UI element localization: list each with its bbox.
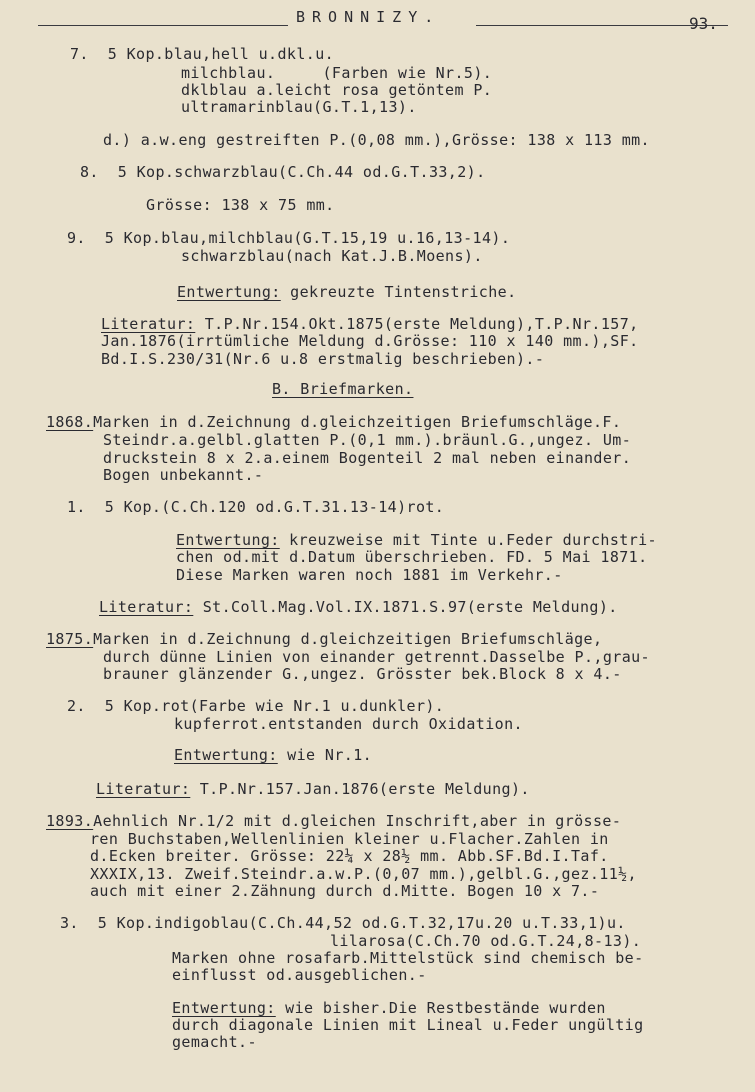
cancellation-text: kreuzweise mit Tinte u.Feder durchstri-	[279, 531, 657, 549]
literature-label: Literatur:	[99, 598, 194, 616]
literature-line: Jan.1876(irrtümliche Meldung d.Grösse: 110 x 140 mm.),SF.	[101, 332, 639, 350]
header-rule-left	[38, 25, 288, 26]
issue-year: 1875.	[46, 630, 94, 648]
cancellation-label: Entwertung:	[177, 283, 281, 301]
issue-year: 1893.	[46, 812, 94, 830]
item-9-line: 9. 5 Kop.blau,milchblau(G.T.15,19 u.16,13-14).	[67, 229, 511, 247]
cancellation-text: wie bisher.Die Restbestände wurden	[275, 999, 606, 1017]
cancellation-line	[176, 531, 657, 549]
issue-1893-line: XXXIX,13. Zweif.Steindr.a.w.P.(0,07 mm.),gelbl.G.,gez.11½,	[90, 865, 637, 883]
stamp-3-line: Marken ohne rosafarb.Mittelstück sind chemisch be-	[172, 949, 644, 967]
cancellation-line: chen od.mit d.Datum überschrieben. FD. 5 Mai 1871.	[176, 548, 648, 566]
literature-line	[99, 598, 618, 616]
stamp-3-line: einflusst od.ausgeblichen.-	[172, 966, 427, 984]
literature-label: Literatur:	[101, 315, 196, 333]
stamp-3-line: 3. 5 Kop.indigoblau(C.Ch.44,52 od.G.T.32,17u.20 u.T.33,1)u.	[60, 914, 626, 932]
cancellation-line	[172, 999, 606, 1017]
issue-1893-line: d.Ecken breiter. Grösse: 22¼ x 28½ mm. Abb.SF.Bd.I.Taf.	[90, 847, 609, 865]
issue-1868-line	[46, 413, 621, 431]
item-d-line: d.) a.w.eng gestreiften P.(0,08 mm.),Grösse: 138 x 113 mm.	[103, 131, 650, 149]
cancellation-text: wie Nr.1.	[277, 746, 373, 764]
literature-line	[96, 780, 530, 798]
issue-1893-line: ren Buchstaben,Wellenlinien kleiner u.Flacher.Zahlen in	[90, 830, 609, 848]
literature-text: St.Coll.Mag.Vol.IX.1871.S.97(erste Meldung).	[193, 598, 618, 616]
issue-year: 1868.	[46, 413, 94, 431]
cancellation-label: Entwertung:	[176, 531, 280, 549]
page-number: 93.	[689, 14, 718, 33]
issue-1875-line: brauner glänzender G.,ungez. Grösster bek.Block 8 x 4.-	[103, 665, 622, 683]
cancellation-line: durch diagonale Linien mit Lineal u.Feder ungültig	[172, 1016, 644, 1034]
cancellation-line: gemacht.-	[172, 1033, 257, 1051]
item-8-line: 8. 5 Kop.schwarzblau(C.Ch.44 od.G.T.33,2).	[80, 163, 486, 181]
issue-text: Marken in d.Zeichnung d.gleichzeitigen Briefumschläge.F.	[93, 413, 622, 431]
item-7-line: milchblau. (Farben wie Nr.5).	[181, 64, 493, 82]
issue-1868-line: Bogen unbekannt.-	[103, 466, 264, 484]
issue-text: Marken in d.Zeichnung d.gleichzeitigen Briefumschläge,	[93, 630, 603, 648]
literature-line: Bd.I.S.230/31(Nr.6 u.8 erstmalig beschrieben).-	[101, 350, 545, 368]
issue-1868-line: druckstein 8 x 2.a.einem Bogenteil 2 mal neben einander.	[103, 449, 632, 467]
issue-text: Aehnlich Nr.1/2 mit d.gleichen Inschrift,aber in grösse-	[93, 812, 622, 830]
item-8-size: Grösse: 138 x 75 mm.	[146, 196, 335, 214]
stamp-1-line: 1. 5 Kop.(C.Ch.120 od.G.T.31.13-14)rot.	[67, 498, 445, 516]
item-9-line: schwarzblau(nach Kat.J.B.Moens).	[181, 247, 483, 265]
cancellation-line	[177, 283, 517, 301]
cancellation-line: Diese Marken waren noch 1881 im Verkehr.-	[176, 566, 563, 584]
section-heading: B. Briefmarken.	[272, 380, 414, 398]
cancellation-text: gekreuzte Tintenstriche.	[280, 283, 517, 301]
page-header-title: BRONNIZY.	[296, 8, 441, 26]
issue-1868-line: Steindr.a.gelbl.glatten P.(0,1 mm.).bräunl.G.,ungez. Um-	[103, 431, 632, 449]
issue-1875-line	[46, 630, 602, 648]
item-7-line: dklblau a.leicht rosa getöntem P.	[181, 81, 493, 99]
item-7-line: ultramarinblau(G.T.1,13).	[181, 98, 417, 116]
literature-label: Literatur:	[96, 780, 191, 798]
literature-text: T.P.Nr.154.Okt.1875(erste Meldung),T.P.Nr.157,	[195, 315, 639, 333]
item-7-line: 7. 5 Kop.blau,hell u.dkl.u.	[70, 45, 335, 63]
issue-1893-line: auch mit einer 2.Zähnung durch d.Mitte. Bogen 10 x 7.-	[90, 882, 600, 900]
cancellation-label: Entwertung:	[172, 999, 276, 1017]
issue-1875-line: durch dünne Linien von einander getrennt.Dasselbe P.,grau-	[103, 648, 650, 666]
cancellation-label: Entwertung:	[174, 746, 278, 764]
stamp-3-line: lilarosa(C.Ch.70 od.G.T.24,8-13).	[330, 932, 642, 950]
literature-line	[101, 315, 639, 333]
literature-text: T.P.Nr.157.Jan.1876(erste Meldung).	[190, 780, 530, 798]
stamp-2-line: kupferrot.entstanden durch Oxidation.	[174, 715, 523, 733]
stamp-2-line: 2. 5 Kop.rot(Farbe wie Nr.1 u.dunkler).	[67, 697, 445, 715]
cancellation-line	[174, 746, 372, 764]
issue-1893-line	[46, 812, 621, 830]
